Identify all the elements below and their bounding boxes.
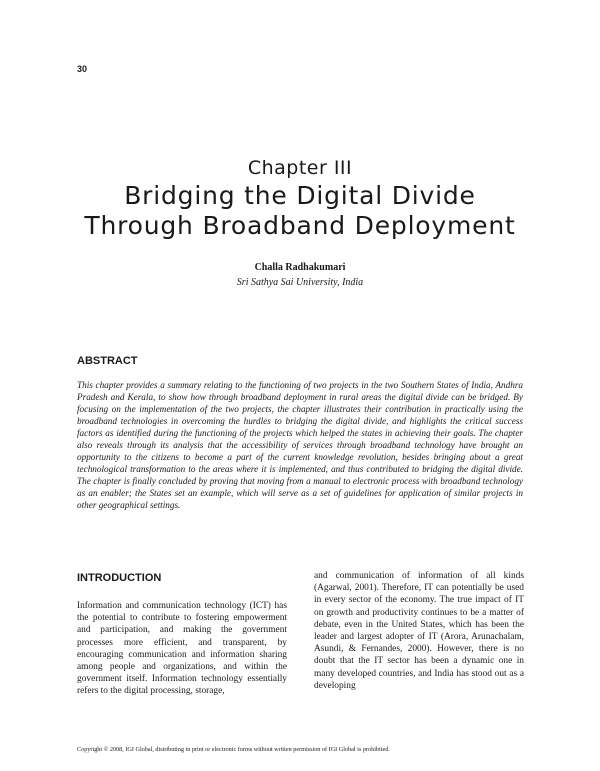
chapter-label: Chapter III	[247, 157, 353, 179]
author-name: Challa Radhakumari	[254, 262, 346, 273]
copyright-notice: Copyright © 2008, IGI Global, distributing in print or electronic forms without written permission of IGI Global is prohibited.	[77, 746, 390, 753]
chapter-title-line-1: Bridging the Digital Divide	[124, 181, 476, 210]
abstract-text: This chapter provides a summary relating to the functioning of two projects in the two Southern States of India, Andhra Pradesh and Kerala, to show how through broadband deployment in rural areas the digital divide can be bridged. By focusing on the implementation of the two projects, the chapter illustrates their contribution in practically using the broadband technologies in overcoming the hurdles to bridging the digital divide, and highlights the critical success factors as identified during the functioning of the projects which helped the states in achieving their goals. The chapter also reveals through its analysis that the accessibility of services through broadband technology have brought an opportunity to the citizens to become a part of the current knowledge revolution, besides bringing about a great technological transformation to the areas where it is implemented, and thus contributed to bridging the digital divide. The chapter is finally concluded by proving that moving from a manual to electronic process with broadband technology as an enabler; the States set an example, which will serve as a set of guidelines for application of similar projects in other geographical settings.	[77, 380, 523, 510]
abstract-heading: ABSTRACT	[77, 355, 138, 367]
introduction-right-column: and communication of information of all kinds (Agarwal, 2001). Therefore, IT can potentially be used in every sector of the economy. The true impact of IT on growth and productivity continues to be a matter of debate, even in the United States, which has been the leader and largest adopter of IT (Arora, Arunachalam, Asundi, & Fernandes, 2000). However, there is no doubt that the IT sector has been a dynamic one in many developed countries, and India has stood out as a developing	[314, 571, 524, 691]
author-affiliation: Sri Sathya Sai University, India	[236, 277, 364, 288]
introduction-heading: INTRODUCTION	[77, 572, 162, 584]
chapter-title	[0, 181, 600, 241]
introduction-left-column: Information and communication technology (ICT) has the potential to contribute to fostering empowerment and participation, and making the government processes more efficient, and transparent, by encouraging communication and information sharing among people and organizations, and within the government itself. Information technology essentially refers to the digital processing, storage,	[77, 601, 287, 697]
page-number: 30	[77, 64, 88, 74]
chapter-title-line-2: Through Broadband Deployment	[84, 211, 516, 240]
